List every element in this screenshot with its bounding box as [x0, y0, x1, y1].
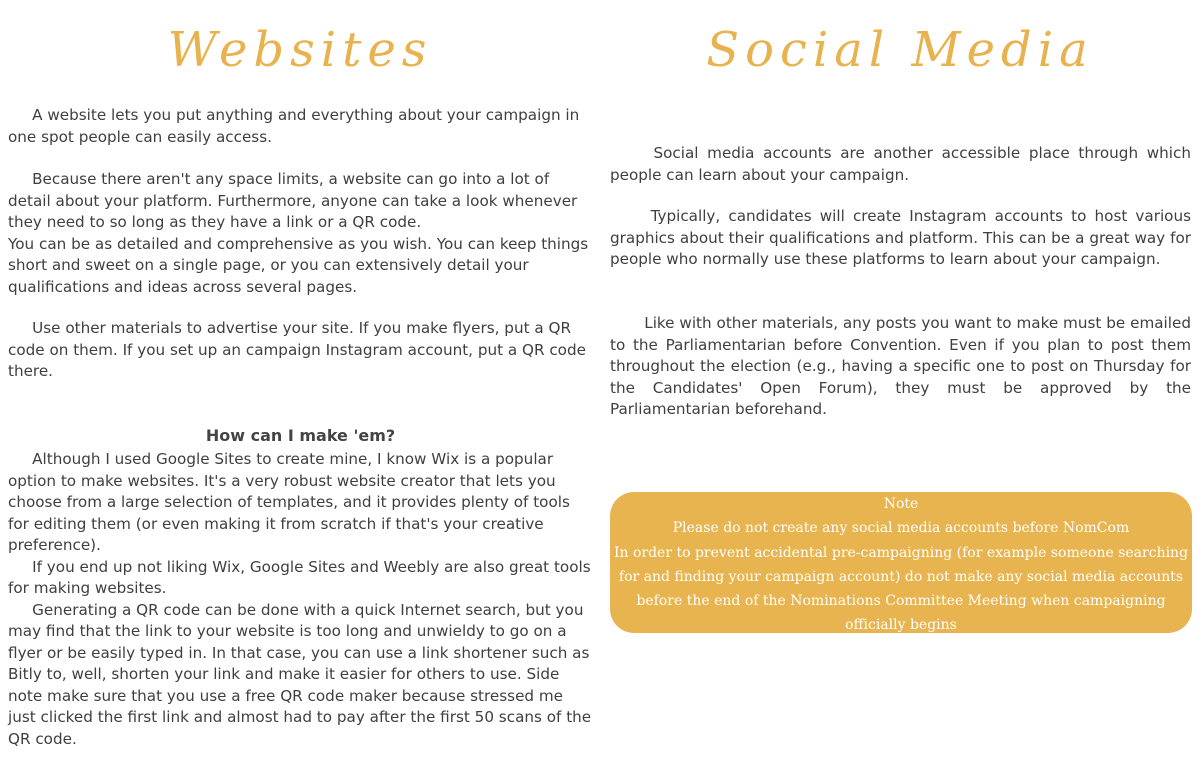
websites-paragraph-how-to: Although I used Google Sites to create mine, I know Wix is a popular option to make websites. It's a very robust website creator that lets you choose from a large selection of templates, and it provides plenty of tools for editing them (or even making it from scratch if that's your creative preference). If you end up not liking Wix, Google Sites and Weebly are also great tools for making websites. Generating a QR code can be done with a quick Internet search, but you may find that the link to your website is too long and unwieldy to go on a flyer or be easily typed in. In that case, you can use a link shortener such as Bitly to, well, shorten your link and make it easier for others to use. Side note make sure that you use a free QR code maker because stressed me just clicked the first link and almost had to pay after the first 50 scans of the QR code. — [8, 450, 592, 748]
social-paragraph-intro: Social media accounts are another accessible place through which people can learn about your campaign. — [610, 144, 1196, 184]
note-box — [610, 492, 1192, 633]
note-line-1: Please do not create any social media accounts before NomCom — [672, 520, 1130, 537]
social-media-title: Social Media — [706, 22, 1094, 78]
websites-paragraph-advertise: Use other materials to advertise your site. If you make flyers, put a QR code on them. If you set up an campaign Instagram account, put a QR code there. — [8, 319, 591, 380]
websites-title: Websites — [167, 22, 433, 78]
note-title: Note — [883, 496, 919, 512]
social-paragraph-instagram: Typically, candidates will create Instagram accounts to host various graphics about their qualifications and platform. This can be a great way for people who normally use these platforms to learn about your campaign. — [610, 207, 1196, 268]
note-line-2: In order to prevent accidental pre-campaigning (for example someone searching for and finding your campaign account) do not make any social media accounts before the end of the Nominations Committee Meeting when campaigning officially begins — [613, 544, 1189, 634]
websites-paragraph-intro: A website lets you put anything and everything about your campaign in one spot people can easily access. — [8, 106, 585, 146]
social-paragraph-approval: Like with other materials, any posts you want to make must be emailed to the Parliamentarian before Convention. Even if you plan to post them throughout the election (e.g., having a specific one to post on Thursday for the Candidates' Open Forum), they must be approved by the Parliamentarian beforehand. — [610, 314, 1196, 418]
how-to-make-heading: How can I make 'em? — [205, 426, 396, 445]
websites-paragraph-detail: Because there aren't any space limits, a website can go into a lot of detail about your platform. Furthermore, anyone can take a look whenever they need to so long as they have a link or a QR code. You can be as detailed and comprehensive as you wish. You can keep things short and sweet on a single page, or you can extensively detail your qualifications and ideas across several pages. — [8, 170, 589, 296]
